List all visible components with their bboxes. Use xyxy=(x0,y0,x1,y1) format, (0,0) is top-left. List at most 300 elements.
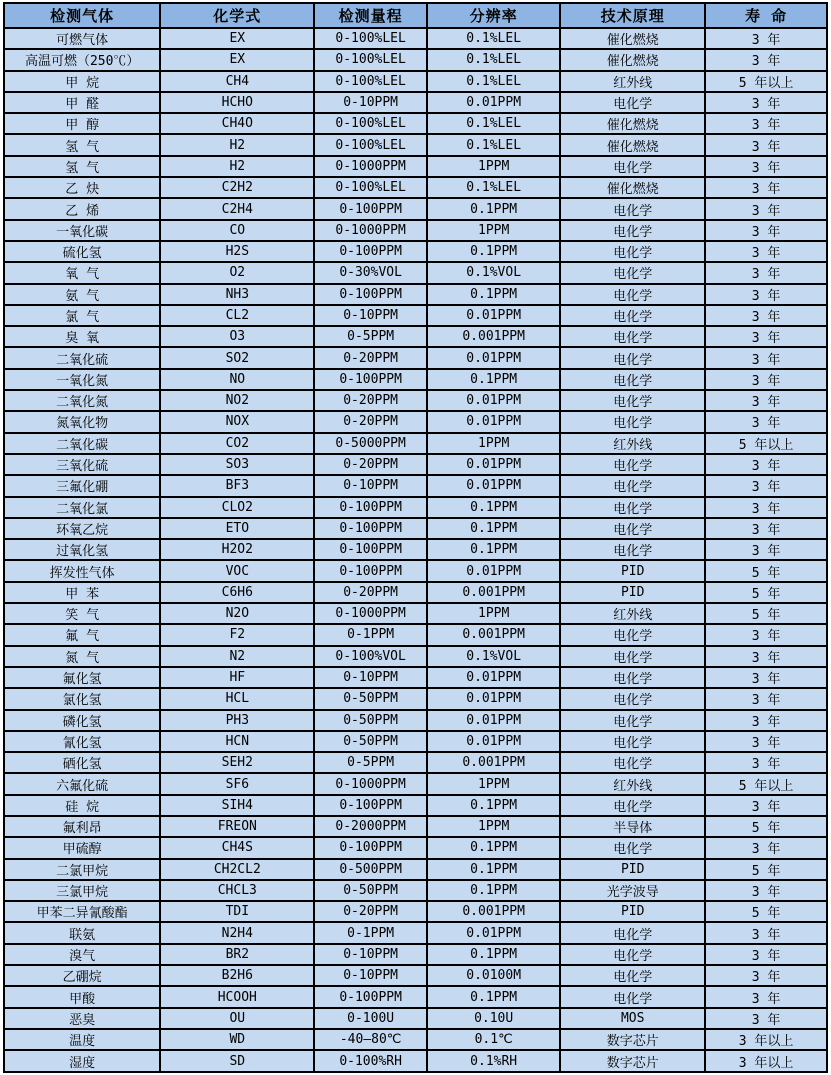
table-cell: CHCL3 xyxy=(160,880,314,901)
column-header: 检测气体 xyxy=(4,3,160,28)
table-row xyxy=(4,539,827,560)
table-cell: 3 年 xyxy=(705,369,827,390)
table-cell: 5 年 xyxy=(705,603,827,624)
table-cell: 一氧化碳 xyxy=(4,220,160,241)
table-cell: H2 xyxy=(160,134,314,155)
table-cell: 0-100PPM xyxy=(314,369,427,390)
table-cell: 电化学 xyxy=(560,347,705,368)
table-cell: 0-50PPM xyxy=(314,880,427,901)
table-cell: 0.01PPM xyxy=(427,560,560,581)
table-cell: 3 年 xyxy=(705,710,827,731)
table-row xyxy=(4,198,827,219)
table-row xyxy=(4,731,827,752)
table-cell: 0-20PPM xyxy=(314,582,427,603)
table-cell: 0-20PPM xyxy=(314,390,427,411)
table-cell: 1PPM xyxy=(427,816,560,837)
table-cell: 电化学 xyxy=(560,262,705,283)
table-cell: 甲酸 xyxy=(4,986,160,1007)
table-cell: 0-1000PPM xyxy=(314,603,427,624)
table-row xyxy=(4,71,827,92)
table-cell: 电化学 xyxy=(560,284,705,305)
table-cell: 乙硼烷 xyxy=(4,965,160,986)
table-cell: PID xyxy=(560,560,705,581)
table-cell: 0.1%RH xyxy=(427,1050,560,1072)
table-cell: 3 年 xyxy=(705,731,827,752)
table-cell: 电化学 xyxy=(560,965,705,986)
table-cell: 1PPM xyxy=(427,156,560,177)
table-row xyxy=(4,326,827,347)
table-cell: 0.1PPM xyxy=(427,795,560,816)
table-cell: 电化学 xyxy=(560,986,705,1007)
table-cell: 0-100PPM xyxy=(314,241,427,262)
table-cell: 0-1000PPM xyxy=(314,773,427,794)
table-cell: 电化学 xyxy=(560,688,705,709)
table-cell: 3 年 xyxy=(705,326,827,347)
table-cell: 电化学 xyxy=(560,475,705,496)
table-cell: 电化学 xyxy=(560,156,705,177)
table-cell: 氮氧化物 xyxy=(4,411,160,432)
table-cell: 二氧化氮 xyxy=(4,390,160,411)
table-cell: 0-20PPM xyxy=(314,901,427,922)
table-cell: 3 年 xyxy=(705,241,827,262)
table-cell: 甲 醛 xyxy=(4,92,160,113)
table-row xyxy=(4,646,827,667)
table-cell: 电化学 xyxy=(560,497,705,518)
table-cell: 3 年 xyxy=(705,752,827,773)
table-cell: HCN xyxy=(160,731,314,752)
table-row xyxy=(4,220,827,241)
table-cell: 0.01PPM xyxy=(427,475,560,496)
table-cell: 0.1%VOL xyxy=(427,646,560,667)
table-cell: PH3 xyxy=(160,710,314,731)
table-cell: 0.01PPM xyxy=(427,390,560,411)
table-cell: 光学波导 xyxy=(560,880,705,901)
table-cell: 催化燃烧 xyxy=(560,134,705,155)
table-cell: PID xyxy=(560,859,705,880)
table-cell: 0-100%LEL xyxy=(314,71,427,92)
table-row xyxy=(4,49,827,70)
table-row xyxy=(4,284,827,305)
table-cell: B2H6 xyxy=(160,965,314,986)
table-cell: SEH2 xyxy=(160,752,314,773)
table-cell: 0.001PPM xyxy=(427,582,560,603)
table-cell: 电化学 xyxy=(560,518,705,539)
table-cell: 3 年 xyxy=(705,284,827,305)
table-cell: 3 年 xyxy=(705,262,827,283)
table-cell: 0-100%VOL xyxy=(314,646,427,667)
table-cell: 0.1PPM xyxy=(427,518,560,539)
table-cell: 0-5PPM xyxy=(314,326,427,347)
table-cell: 0.10U xyxy=(427,1008,560,1029)
table-cell: 电化学 xyxy=(560,837,705,858)
table-row xyxy=(4,1029,827,1050)
table-header xyxy=(4,3,827,28)
table-cell: 恶臭 xyxy=(4,1008,160,1029)
table-cell: 0-10PPM xyxy=(314,944,427,965)
table-cell: 3 年 xyxy=(705,965,827,986)
table-cell: CH2CL2 xyxy=(160,859,314,880)
table-cell: 电化学 xyxy=(560,624,705,645)
table-row xyxy=(4,710,827,731)
table-cell: 二氧化硫 xyxy=(4,347,160,368)
table-cell: 3 年 xyxy=(705,28,827,49)
table-cell: 0.001PPM xyxy=(427,624,560,645)
table-cell: FREON xyxy=(160,816,314,837)
table-cell: C2H4 xyxy=(160,198,314,219)
table-cell: CL2 xyxy=(160,305,314,326)
table-cell: 0-100PPM xyxy=(314,560,427,581)
table-cell: 电化学 xyxy=(560,326,705,347)
table-cell: 氢 气 xyxy=(4,134,160,155)
table-cell: 3 年 xyxy=(705,134,827,155)
table-cell: 甲苯二异氰酸酯 xyxy=(4,901,160,922)
table-cell: 5 年以上 xyxy=(705,71,827,92)
table-cell: 0-100%LEL xyxy=(314,49,427,70)
table-cell: CO2 xyxy=(160,433,314,454)
table-cell: SO2 xyxy=(160,347,314,368)
table-cell: 0.1%LEL xyxy=(427,28,560,49)
table-row xyxy=(4,369,827,390)
table-cell: 3 年 xyxy=(705,497,827,518)
table-cell: HCOOH xyxy=(160,986,314,1007)
table-cell: CH4S xyxy=(160,837,314,858)
table-cell: 氰化氢 xyxy=(4,731,160,752)
table-cell: 电化学 xyxy=(560,454,705,475)
table-cell: 过氧化氢 xyxy=(4,539,160,560)
header-row xyxy=(4,3,827,28)
table-cell: 0.1PPM xyxy=(427,241,560,262)
table-cell: 3 年 xyxy=(705,986,827,1007)
table-cell: SF6 xyxy=(160,773,314,794)
table-cell: 电化学 xyxy=(560,710,705,731)
table-cell: 3 年 xyxy=(705,624,827,645)
table-row xyxy=(4,518,827,539)
table-cell: 3 年 xyxy=(705,518,827,539)
table-cell: 催化燃烧 xyxy=(560,113,705,134)
table-cell: 0.1PPM xyxy=(427,198,560,219)
table-cell: 硒化氢 xyxy=(4,752,160,773)
table-cell: 催化燃烧 xyxy=(560,28,705,49)
table-cell: 0.1PPM xyxy=(427,497,560,518)
table-cell: 电化学 xyxy=(560,220,705,241)
table-cell: BR2 xyxy=(160,944,314,965)
table-cell: 0-100%RH xyxy=(314,1050,427,1072)
table-cell: 高温可燃（250℃） xyxy=(4,49,160,70)
table-cell: 乙 烯 xyxy=(4,198,160,219)
table-cell: 0-100%LEL xyxy=(314,134,427,155)
table-row xyxy=(4,497,827,518)
table-cell: 5 年 xyxy=(705,901,827,922)
table-cell: 电化学 xyxy=(560,944,705,965)
table-cell: 3 年 xyxy=(705,347,827,368)
table-cell: 0-100PPM xyxy=(314,497,427,518)
table-cell: 3 年 xyxy=(705,49,827,70)
table-row xyxy=(4,965,827,986)
table-cell: 电化学 xyxy=(560,646,705,667)
table-row xyxy=(4,582,827,603)
table-cell: BF3 xyxy=(160,475,314,496)
table-cell: CO xyxy=(160,220,314,241)
table-cell: N2H4 xyxy=(160,922,314,943)
table-cell: NOX xyxy=(160,411,314,432)
table-cell: HCL xyxy=(160,688,314,709)
table-cell: 0.1PPM xyxy=(427,539,560,560)
table-row xyxy=(4,837,827,858)
table-cell: NO xyxy=(160,369,314,390)
table-cell: 0-30%VOL xyxy=(314,262,427,283)
table-cell: 0-10PPM xyxy=(314,965,427,986)
table-cell: 0-2000PPM xyxy=(314,816,427,837)
table-cell: 六氟化硫 xyxy=(4,773,160,794)
table-body xyxy=(4,28,827,1072)
table-row xyxy=(4,603,827,624)
table-cell: 一氧化氮 xyxy=(4,369,160,390)
table-cell: 甲 醇 xyxy=(4,113,160,134)
table-cell: 电化学 xyxy=(560,752,705,773)
table-cell: 电化学 xyxy=(560,241,705,262)
table-cell: 0-10PPM xyxy=(314,667,427,688)
table-row xyxy=(4,262,827,283)
table-cell: 电化学 xyxy=(560,795,705,816)
table-cell: 3 年 xyxy=(705,688,827,709)
table-cell: 0-10PPM xyxy=(314,475,427,496)
table-cell: 0-100PPM xyxy=(314,539,427,560)
table-row xyxy=(4,560,827,581)
table-row xyxy=(4,944,827,965)
table-row xyxy=(4,305,827,326)
table-cell: 0.01PPM xyxy=(427,347,560,368)
column-header: 寿 命 xyxy=(705,3,827,28)
table-cell: 5 年 xyxy=(705,816,827,837)
table-cell: 0.1%LEL xyxy=(427,113,560,134)
table-cell: EX xyxy=(160,28,314,49)
table-cell: 三氟化硼 xyxy=(4,475,160,496)
table-cell: 0.0100M xyxy=(427,965,560,986)
table-cell: 三氧化硫 xyxy=(4,454,160,475)
table-cell: 3 年 xyxy=(705,113,827,134)
table-cell: 0-100%LEL xyxy=(314,113,427,134)
table-cell: 环氧乙烷 xyxy=(4,518,160,539)
table-cell: 0.01PPM xyxy=(427,731,560,752)
table-cell: 5 年 xyxy=(705,582,827,603)
table-cell: 数字芯片 xyxy=(560,1050,705,1072)
table-cell: 0.01PPM xyxy=(427,454,560,475)
table-row xyxy=(4,624,827,645)
table-cell: 3 年 xyxy=(705,922,827,943)
table-cell: 0.001PPM xyxy=(427,326,560,347)
table-row xyxy=(4,922,827,943)
table-row xyxy=(4,688,827,709)
table-cell: 1PPM xyxy=(427,603,560,624)
table-cell: 0-100PPM xyxy=(314,986,427,1007)
table-cell: H2O2 xyxy=(160,539,314,560)
table-cell: 磷化氢 xyxy=(4,710,160,731)
table-cell: N2 xyxy=(160,646,314,667)
table-cell: 电化学 xyxy=(560,411,705,432)
table-row xyxy=(4,134,827,155)
table-cell: 1PPM xyxy=(427,220,560,241)
table-cell: 0-50PPM xyxy=(314,710,427,731)
table-cell: 3 年 xyxy=(705,475,827,496)
table-cell: 氟化氢 xyxy=(4,667,160,688)
table-cell: 氧 气 xyxy=(4,262,160,283)
table-row xyxy=(4,241,827,262)
table-cell: 电化学 xyxy=(560,922,705,943)
table-cell: O2 xyxy=(160,262,314,283)
table-cell: 3 年 xyxy=(705,92,827,113)
table-cell: 电化学 xyxy=(560,369,705,390)
table-cell: 0.1PPM xyxy=(427,944,560,965)
table-cell: 0.001PPM xyxy=(427,752,560,773)
table-cell: 5 年以上 xyxy=(705,773,827,794)
table-row xyxy=(4,177,827,198)
table-cell: 电化学 xyxy=(560,198,705,219)
table-cell: 0-20PPM xyxy=(314,347,427,368)
table-cell: 二氧化氯 xyxy=(4,497,160,518)
table-cell: WD xyxy=(160,1029,314,1050)
table-cell: 0.1PPM xyxy=(427,284,560,305)
table-cell: 催化燃烧 xyxy=(560,177,705,198)
table-cell: 电化学 xyxy=(560,390,705,411)
table-cell: NO2 xyxy=(160,390,314,411)
table-cell: 0.01PPM xyxy=(427,922,560,943)
table-cell: 氮 气 xyxy=(4,646,160,667)
table-cell: 1PPM xyxy=(427,773,560,794)
table-cell: 3 年 xyxy=(705,944,827,965)
column-header: 技术原理 xyxy=(560,3,705,28)
table-row xyxy=(4,752,827,773)
table-cell: 电化学 xyxy=(560,539,705,560)
table-cell: 3 年 xyxy=(705,539,827,560)
table-cell: 硫化氢 xyxy=(4,241,160,262)
table-cell: 0.1%VOL xyxy=(427,262,560,283)
table-cell: 红外线 xyxy=(560,433,705,454)
table-row xyxy=(4,773,827,794)
table-row xyxy=(4,454,827,475)
table-cell: 0.01PPM xyxy=(427,92,560,113)
table-cell: TDI xyxy=(160,901,314,922)
table-cell: ETO xyxy=(160,518,314,539)
table-cell: 可燃气体 xyxy=(4,28,160,49)
table-cell: 0-10PPM xyxy=(314,305,427,326)
table-cell: 笑 气 xyxy=(4,603,160,624)
table-cell: 0.01PPM xyxy=(427,710,560,731)
table-cell: 0.01PPM xyxy=(427,667,560,688)
table-cell: 3 年以上 xyxy=(705,1050,827,1072)
table-cell: 0-500PPM xyxy=(314,859,427,880)
table-cell: 氟利昂 xyxy=(4,816,160,837)
table-cell: 二氯甲烷 xyxy=(4,859,160,880)
table-cell: 3 年 xyxy=(705,177,827,198)
table-cell: 臭 氧 xyxy=(4,326,160,347)
table-cell: NH3 xyxy=(160,284,314,305)
table-cell: 红外线 xyxy=(560,603,705,624)
table-cell: 0-50PPM xyxy=(314,688,427,709)
table-cell: 0-100PPM xyxy=(314,837,427,858)
table-cell: 0-20PPM xyxy=(314,411,427,432)
table-cell: 温度 xyxy=(4,1029,160,1050)
table-cell: 1PPM xyxy=(427,433,560,454)
table-cell: 氯 气 xyxy=(4,305,160,326)
table-cell: 硅 烷 xyxy=(4,795,160,816)
table-cell: 3 年 xyxy=(705,305,827,326)
table-cell: 3 年 xyxy=(705,411,827,432)
table-cell: 甲 苯 xyxy=(4,582,160,603)
table-cell: 3 年 xyxy=(705,220,827,241)
table-cell: 0.1PPM xyxy=(427,986,560,1007)
table-cell: 0-5PPM xyxy=(314,752,427,773)
table-cell: 3 年 xyxy=(705,390,827,411)
table-cell: 3 年 xyxy=(705,198,827,219)
table-cell: 0-10PPM xyxy=(314,92,427,113)
table-cell: PID xyxy=(560,901,705,922)
table-cell: 催化燃烧 xyxy=(560,49,705,70)
table-row xyxy=(4,1050,827,1072)
table-cell: CH4O xyxy=(160,113,314,134)
table-cell: 0-1000PPM xyxy=(314,156,427,177)
table-cell: 0-100PPM xyxy=(314,795,427,816)
table-cell: 氨 气 xyxy=(4,284,160,305)
table-row xyxy=(4,92,827,113)
table-cell: 电化学 xyxy=(560,92,705,113)
table-row xyxy=(4,986,827,1007)
table-cell: 半导体 xyxy=(560,816,705,837)
table-cell: 电化学 xyxy=(560,731,705,752)
table-row xyxy=(4,156,827,177)
table-cell: 0-1PPM xyxy=(314,922,427,943)
gas-detection-spec-table xyxy=(3,2,828,1073)
table-row xyxy=(4,411,827,432)
table-cell: HF xyxy=(160,667,314,688)
table-cell: 0-1PPM xyxy=(314,624,427,645)
table-cell: 红外线 xyxy=(560,773,705,794)
table-cell: 乙 炔 xyxy=(4,177,160,198)
table-row xyxy=(4,667,827,688)
table-cell: 溴气 xyxy=(4,944,160,965)
table-row xyxy=(4,347,827,368)
table-cell: C6H6 xyxy=(160,582,314,603)
table-cell: 0.1%LEL xyxy=(427,134,560,155)
table-row xyxy=(4,901,827,922)
table-cell: 甲硫醇 xyxy=(4,837,160,858)
table-cell: 3 年 xyxy=(705,667,827,688)
table-cell: 3 年 xyxy=(705,795,827,816)
table-cell: 3 年 xyxy=(705,1008,827,1029)
table-cell: 电化学 xyxy=(560,305,705,326)
table-cell: HCHO xyxy=(160,92,314,113)
table-cell: 数字芯片 xyxy=(560,1029,705,1050)
table-cell: H2S xyxy=(160,241,314,262)
table-cell: 0.1PPM xyxy=(427,369,560,390)
table-cell: SIH4 xyxy=(160,795,314,816)
table-cell: SD xyxy=(160,1050,314,1072)
table-cell: MOS xyxy=(560,1008,705,1029)
table-cell: 联氨 xyxy=(4,922,160,943)
table-cell: 5 年以上 xyxy=(705,433,827,454)
table-cell: 0.1℃ xyxy=(427,1029,560,1050)
table-cell: 0-100%LEL xyxy=(314,177,427,198)
table-cell: -40—80℃ xyxy=(314,1029,427,1050)
table-cell: 3 年 xyxy=(705,646,827,667)
table-cell: 0-100%LEL xyxy=(314,28,427,49)
table-cell: 3 年 xyxy=(705,880,827,901)
table-cell: CH4 xyxy=(160,71,314,92)
table-cell: SO3 xyxy=(160,454,314,475)
column-header: 检测量程 xyxy=(314,3,427,28)
table-cell: 0.1PPM xyxy=(427,880,560,901)
table-cell: 0.01PPM xyxy=(427,688,560,709)
table-cell: OU xyxy=(160,1008,314,1029)
